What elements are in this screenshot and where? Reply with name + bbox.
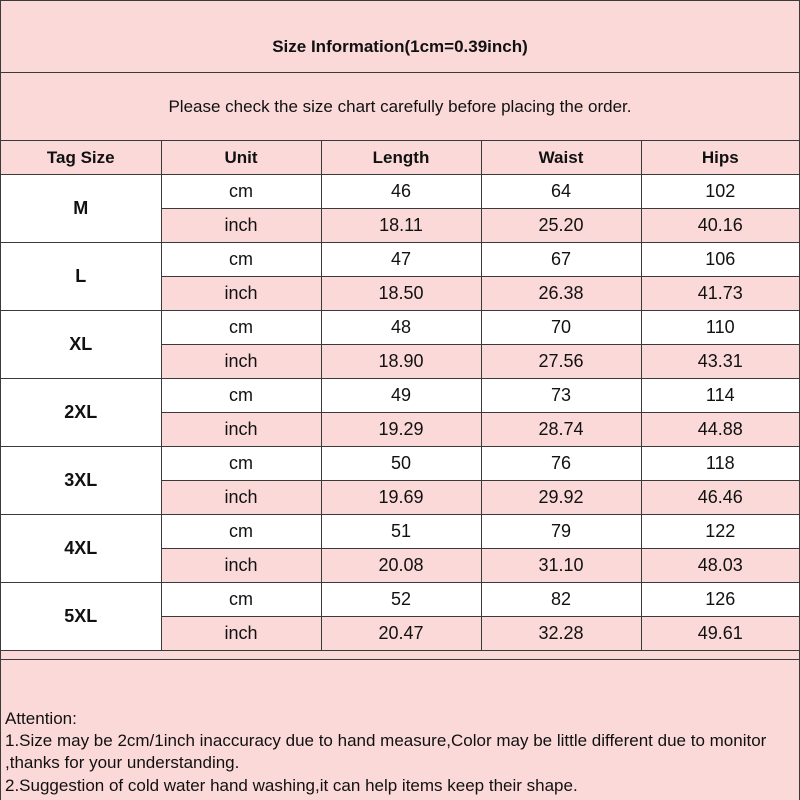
table-row	[1, 583, 799, 617]
title-band	[1, 1, 799, 73]
tag-size-cell: L	[1, 243, 161, 311]
length-cell: 48	[321, 311, 481, 345]
unit-cell: cm	[161, 311, 321, 345]
waist-cell: 82	[481, 583, 641, 617]
table-row	[1, 447, 799, 481]
waist-cell: 26.38	[481, 277, 641, 311]
tag-size-cell: 4XL	[1, 515, 161, 583]
waist-cell: 28.74	[481, 413, 641, 447]
table-row	[1, 175, 799, 209]
tag-size-cell: 2XL	[1, 379, 161, 447]
length-cell: 50	[321, 447, 481, 481]
length-cell: 52	[321, 583, 481, 617]
waist-cell: 29.92	[481, 481, 641, 515]
unit-cell: cm	[161, 175, 321, 209]
unit-cell: cm	[161, 243, 321, 277]
waist-cell: 64	[481, 175, 641, 209]
tag-size-cell: 3XL	[1, 447, 161, 515]
attention-heading: Attention:	[5, 709, 77, 728]
unit-cell: cm	[161, 515, 321, 549]
tag-size-cell: XL	[1, 311, 161, 379]
waist-cell: 27.56	[481, 345, 641, 379]
tag-size-cell: 5XL	[1, 583, 161, 651]
length-cell: 18.90	[321, 345, 481, 379]
unit-cell: inch	[161, 209, 321, 243]
table-row	[1, 379, 799, 413]
column-header: Waist	[481, 141, 641, 175]
hips-cell: 114	[641, 379, 799, 413]
waist-cell: 73	[481, 379, 641, 413]
tag-size-cell: M	[1, 175, 161, 243]
hips-cell: 40.16	[641, 209, 799, 243]
waist-cell: 70	[481, 311, 641, 345]
column-header: Hips	[641, 141, 799, 175]
column-header: Length	[321, 141, 481, 175]
column-header: Unit	[161, 141, 321, 175]
attention-notes	[1, 659, 799, 800]
hips-cell: 102	[641, 175, 799, 209]
unit-cell: inch	[161, 413, 321, 447]
waist-cell: 67	[481, 243, 641, 277]
length-cell: 18.50	[321, 277, 481, 311]
unit-cell: cm	[161, 379, 321, 413]
unit-cell: cm	[161, 583, 321, 617]
hips-cell: 46.46	[641, 481, 799, 515]
chart-title: Size Information(1cm=0.39inch)	[272, 36, 528, 56]
length-cell: 47	[321, 243, 481, 277]
length-cell: 46	[321, 175, 481, 209]
unit-cell: inch	[161, 549, 321, 583]
unit-cell: cm	[161, 447, 321, 481]
length-cell: 20.47	[321, 617, 481, 651]
length-cell: 18.11	[321, 209, 481, 243]
unit-cell: inch	[161, 617, 321, 651]
hips-cell: 122	[641, 515, 799, 549]
attention-note-2: 2.Suggestion of cold water hand washing,it can help items keep their shape.	[5, 776, 578, 795]
length-cell: 49	[321, 379, 481, 413]
hips-cell: 49.61	[641, 617, 799, 651]
hips-cell: 110	[641, 311, 799, 345]
hips-cell: 43.31	[641, 345, 799, 379]
table-row	[1, 243, 799, 277]
waist-cell: 31.10	[481, 549, 641, 583]
hips-cell: 106	[641, 243, 799, 277]
length-cell: 51	[321, 515, 481, 549]
hips-cell: 126	[641, 583, 799, 617]
length-cell: 19.29	[321, 413, 481, 447]
waist-cell: 25.20	[481, 209, 641, 243]
length-cell: 19.69	[321, 481, 481, 515]
waist-cell: 79	[481, 515, 641, 549]
unit-cell: inch	[161, 481, 321, 515]
waist-cell: 32.28	[481, 617, 641, 651]
hips-cell: 48.03	[641, 549, 799, 583]
table-row	[1, 515, 799, 549]
unit-cell: inch	[161, 277, 321, 311]
attention-note-1: 1.Size may be 2cm/1inch inaccuracy due to hand measure,Color may be little different due to monitor ,thanks for your understanding.	[5, 731, 767, 772]
table-header-row	[1, 141, 799, 175]
unit-cell: inch	[161, 345, 321, 379]
length-cell: 20.08	[321, 549, 481, 583]
waist-cell: 76	[481, 447, 641, 481]
chart-subtitle: Please check the size chart carefully before placing the order.	[168, 96, 632, 116]
hips-cell: 41.73	[641, 277, 799, 311]
hips-cell: 44.88	[641, 413, 799, 447]
size-table	[1, 141, 799, 651]
hips-cell: 118	[641, 447, 799, 481]
table-row	[1, 311, 799, 345]
column-header: Tag Size	[1, 141, 161, 175]
subtitle-band	[1, 73, 799, 141]
